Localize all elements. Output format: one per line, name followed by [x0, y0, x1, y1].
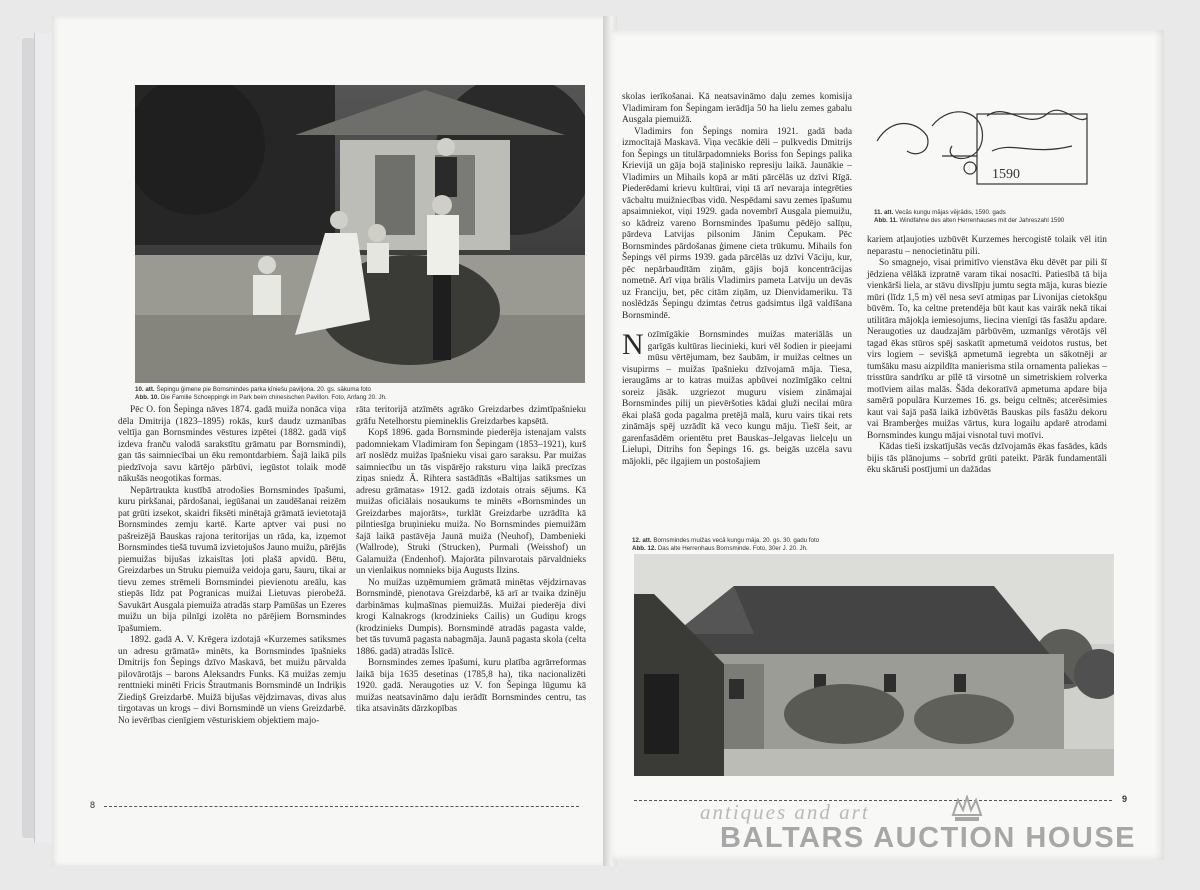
family-photo-caption [135, 386, 585, 401]
paragraph: Nepārtraukta kustībā atrodošies Bornsmindes īpašumi, kuru pirkšanai, pārdošanai, iegūšanai un zaudēšanai reizēm pat grūti izsekot, skaidri fiksēti minētajā grāmatā ievietotajā Bornsmindes zemju kartē. Karte aptver vai pusi no pašreizējā Bauskas rajona teritorijas un rāda, ka, izņemot Bornsmindes tiešā tuvumā izvietojušos Jauno muižu, pārējās piemuižas bijušas izkaisītas ļoti plašā apvidū. Bētu, Greizdarbes un Struku piemuiža veidoja garu, šauru, tikai ar tievu zemes strēmeli Bornsmindei pievienotu areālu, kas stiepās līdz pat Pogranicas muižai Lietuvas pierobežā. Savukārt Ausgala piemuiža atradās starp Pamūšas un Ezeres muižu un bija pilnīgi izolēta no pārējiem Bornsmindes īpašumiem. [118, 485, 346, 634]
caption-number-de: Abb. 10. [135, 393, 160, 401]
page-number-right: 9 [1122, 794, 1128, 804]
caption-number-de: Abb. 11. [874, 216, 898, 224]
caption-text-de: Die Familie Schoeppingk im Park beim chinesischen Pavillon. Foto, Anfang 20. Jh. [160, 393, 387, 401]
weathervane-year: 1590 [992, 167, 1020, 182]
right-column-1 [622, 92, 852, 468]
manor-photo-image [634, 554, 1114, 776]
caption-number-lv: 11. att. [874, 209, 894, 216]
paragraph: skolas ierīkošanai. Kā neatsavināmo daļu zemes komisija Vladimiram fon Šepingam ierādīja 50 ha lielu zemes gabalu Ausgala piemuižā. [622, 92, 852, 125]
paragraph: Kopš 1896. gada Bornsminde piederēja istenajam valsts padomniekam Vladimiram fon Šepingam (1853–1921), kurš arī noslēdz muižas īpašnieku visai garo saraksu. Par muižas saimniecību un tās vispārējo raksturu viņa laikā precīzas ziņas sniedz Ā. Rihtera sastādītās «Baltijas satiksmes un adresu grāmatas» 1912. gadā izdotais otrais sējums. Kā muižas oficiālais nosaukums te minēts «Bornsmindes un Greizdarbes majorāts», turklāt Greizdarbe uzrādīta kā pilntiesīga bruņinieku muiža. No Bornsmindes piemuižām šajā laikā pastāvēja Jaunā muiža (Neuhof), Dambenieki (Wallrode), Struki (Strucken), Purmali (Weisshof) un Galamuiža (Endenhof). Majorāta pilnvarotais pārvaldnieks un vienlaikus nomnieks bija Augusts Ilzins. [356, 428, 586, 576]
family-photo [135, 85, 585, 383]
left-column-1 [118, 405, 346, 727]
manor-photo [634, 554, 1114, 776]
paragraph: rāta teritorijā atzīmēts agrāko Greizdarbes dzimtīpašnieku grāfu Netelhorstu piemineklis Greizdarbes kapsētā. [356, 405, 586, 427]
page-number-left: 8 [90, 800, 96, 810]
weathervane-icon [872, 96, 1102, 200]
family-photo-image [135, 85, 585, 383]
caption-text-de: Windfahne des alten Herrenhauses mit der Jahreszahl 1590 [899, 216, 1065, 224]
right-column-2 [867, 235, 1107, 477]
paragraph: 1892. gadā A. V. Krēgera izdotajā «Kurzemes satiksmes un adresu grāmatā» minēts, ka Bornsmindes īpašnieks Dmitrijs fon Šepings dzīvo Maskavā, bet muižu pārvalda pilovārotājs – barons Aleksandrs Funks. Kā muižas zemju renttnieki minēti Fricis Štrautmanis Bornsmindē un Indriķis Ziediņš Greizdarbē. Muižā bijušas vējdzirnavas, divas alus tirgotavas un krogs – divi Bornsmindē un viens Greizdarbē. No ievērības cienīgiem vēsturiskiem objektiem majo- [118, 635, 346, 726]
paragraph: So smagnejo, visai primitīvo vienstāva ēku dēvēt par pili šī jēdziena vēlākā izpratnē varam tikai nosacīti. Patiesībā tā bija vienkārši liela, ar stāvu divslīpju jumtu segta māja, kuras biezie mūri (līdz 1,5 m) vēl nesa sevī atmiņas par Livonijas cietokšņu būvēm. To, ka celtne pretendēja būt kaut kas vairāk nekā tikai utilitāra mājokļa iemiesojums, liecina vienīgi tās fasāžu apdare. Neraugoties uz daudzajām pārbūvēm, uzmanīgs vērotājs vēl tagad ēkas stūros spēj saskatīt apmetumā veidotos rustus, bet virs logiem – sevišķā apmetumā iegrebta un sākotnēji ar tumšāku masu aizpildīta manierisma stila ornamenta paliekas – trisstūra sandrīku ar pīlē tā virsotnē un simetriskiem rolverka motīviem ailas malās. Šāda dekoratīvā apmetuma apdare bija samērā populāra Kurzemes 16. gs. beigu celtnēs; atcerēsimies kaut vai šajā pašā laikā izbūvētās Bauskas pils fasāžu dekoru vai Bramberģes muižas vārtus, kura logailu apdarē atrodami Bornsmindes kungu mājai visnotal tuvi motīvi. [867, 258, 1107, 441]
left-page [52, 16, 607, 866]
paragraph: Bornsmindes zemes īpašumi, kuru platība agrārreformas laikā bija 1635 desetinas (1785,8 ha), tika nacionalizēti 1920. gadā. Neraugoties uz V. fon Šepinga lūgumu kā muižas neatsavināmo daļu ierādīt Bornsmindes centru, tas tika atsavināts dārzkopības [356, 658, 586, 714]
watermark-logo-text: BALTARS AUCTION HOUSE [720, 822, 1137, 854]
caption-number-lv: 12. att. [632, 537, 652, 544]
caption-text-lv: Bornsmindes muižas vecā kungu māja. 20. gs. 30. gadu foto [653, 537, 820, 544]
manor-photo-caption [632, 537, 1112, 552]
caption-text-de: Das alte Herrenhaus Bornsminde. Foto, 30er J. 20. Jh. [657, 544, 808, 552]
crown-icon [950, 795, 984, 830]
weathervane-drawing [872, 96, 1102, 200]
dropcap-paragraph [622, 330, 852, 468]
paragraph: Pēc O. fon Šepinga nāves 1874. gadā muiža nonāca viņa dēla Dmitrija (1823–1895) rokās, kurš daudz uzmanības veltīja gan Bornsmindes vēstures izpētei (1882. gadā viņš izdeva franču valodā sarakstītu grāmatu par Bornsmindi), gan tās saimniecībai un ēku remontdarbiem. Šajā laikā pils piedzīvoja savu kārtējo pārbūvi, iegūstot tolaik modē nākušās neogotikas formas. [118, 405, 346, 484]
right-page [612, 30, 1164, 860]
paragraph: Kādas tieši izskatījušās vecās dzīvojamās ēkas fasādes, kāds bijis tās plānojums – sobrīd grūti pateikt. Pārāk fundamentāli ēku skāruši postījumi un dažādas [867, 442, 1107, 475]
watermark-tagline: antiques and art [700, 800, 870, 824]
paragraph: Vladimirs fon Šepings nomira 1921. gadā bada izmocītajā Maskavā. Viņa vecākie dēli – pulkvedis Dmitrijs fon Šepings un titulārpadomnieks Boriss fon Šepings palika Krievijā un gāja bojā staļinisko represiju laikā. Jaunākie – Vladimirs un Mihails kopā ar māti pārcēlās uz dzīvi Rīgā. Piederēdami krievu kultūrai, viņi tā arī nevaraja integrēties vācbaltu muižniecības vidū. Nespēdami savu zemes īpašumu apsaimniekot, viņi 1929. gada novembrī Ausgala piemuižu, so kādreiz vareno Bornsmindes īpašumu pēdējo salīņu, pārdeva Latvijas pilsonim Jānim Čepukam. Pēc Bornsmindes pārdošanas ģimene cieta trūkumu. Mihails fon Šepings vēl pirms 1939. gada pārcēlās uz dzīvi Vāciju, kur, pēc nepārbaudītām ziņām, gājis bojā koncentrācijas nometnē. Arī viņa brālis Vladimirs pameta Latviju un devās uz Franciju, bet, pēc citām ziņām, uz Dienvidameriku. Tā noslēdzās Šepingu dzimtas četrus gadsimtus ilgā valdīšana Bornsmindē. [622, 126, 852, 321]
caption-number-lv: 10. att. [135, 386, 155, 393]
paragraph: kariem atļaujoties uzbūvēt Kurzemes hercogistē tolaik vēl itin neparastu – nenocietinātu pili. [867, 235, 1107, 257]
caption-number-de: Abb. 12. [632, 544, 657, 552]
caption-text-lv: Vecās kungu mājas vējrādis, 1590. gads [895, 209, 1006, 216]
dropcap-paragraph-text: ozīmīgākie Bornsmindes muižas materiālās un garīgās kultūras liecinieki, kuri vēl šodien ir pieejami mūsu vērtējumam, bez šaubām, ir muižas celtnes un visupirms – muižas īpašnieku dzīvojamā māja. Tiesa, ieraugāms ar to katras muižas apbūvei nozīmīgāko celtni soreiz jāsāk. uzgriezot muguru visiem zināmajai Bornsmindes pilij un pievēršoties kādai gluži necilai mūra ēkai plašā goda pagalma pretējā malā, kuru vairs tikai rets zināmājs spēj uzrādīt kā veco kungu māju. Tiešī šeit, ar garenfasādēm orientētu pret Bauskas–Jelgavas lielceļu un Lielupi, Ditrihs fon Šepings 16. gs. beigās uzcēla savu mājokli, pēc ilgajiem un postošajiem [622, 330, 852, 467]
paragraph: No muižas uzņēmumiem grāmatā minētas vējdzirnavas Bornsmindē, pienotava Greizdarbē, kā arī ar tvaika dzinēju darbināmas kuļmašīnas piemuižās. Muižai piederēja divi krogi Kalnakrogs (krodzinieks Cailis) un Gudiņu krogs (krodzinieks Dumpis). Bornsmindē atradās pagasta valde, bet tās tuvumā pagasta nabagmāja. Jaunā pagasta skola (celta 1886. gadā) atradās Īslīcē. [356, 577, 586, 657]
left-column-2 [356, 405, 586, 716]
drop-cap: N [622, 328, 644, 361]
footer-rule-left [104, 806, 579, 807]
weathervane-caption [874, 209, 1134, 224]
caption-text-lv: Šepingu ģimene pie Bornsmindes parka ķīniešu paviljona. 20. gs. sākuma foto [156, 386, 371, 393]
